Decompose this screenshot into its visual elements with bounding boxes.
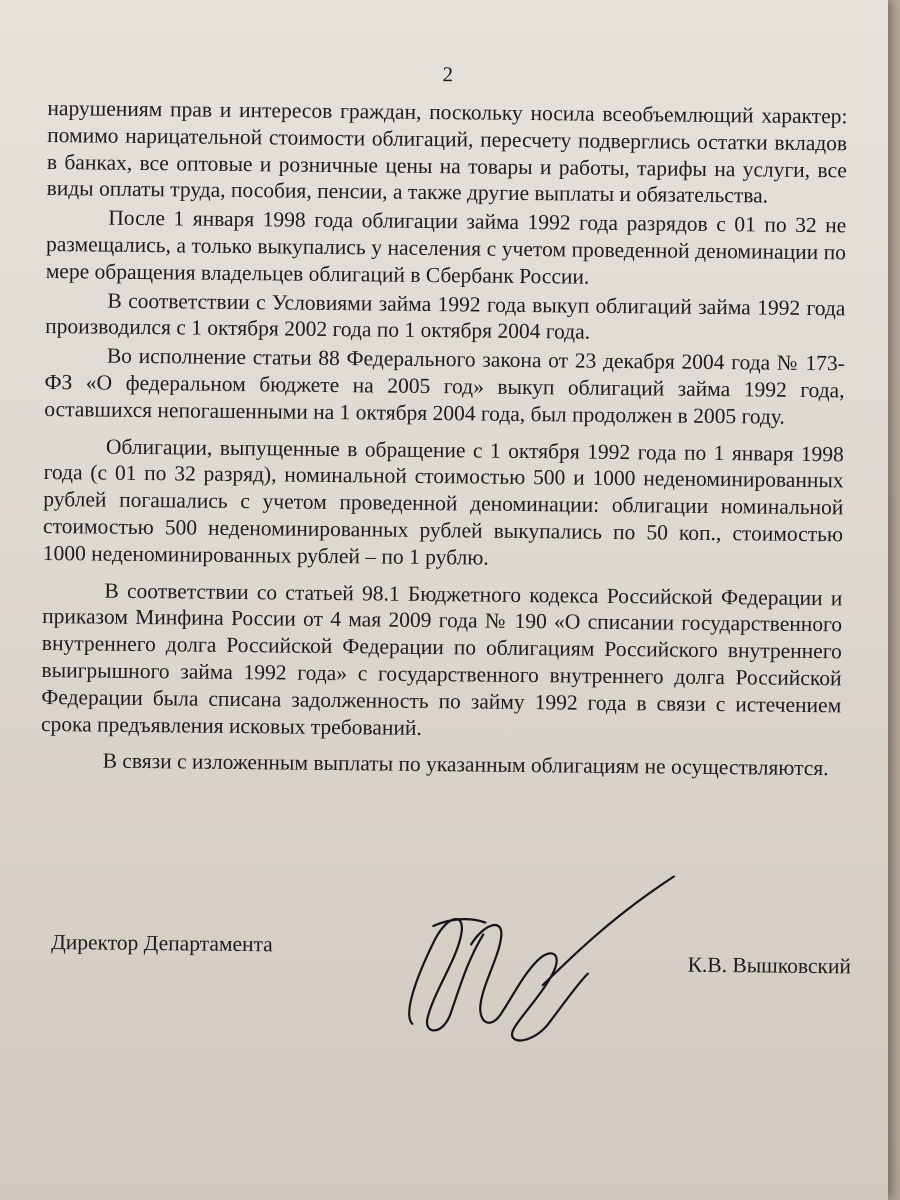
signatory-title: Директор Департамента	[51, 929, 273, 957]
paragraph-after-1998: После 1 января 1998 года облигации займа 1992 года разрядов с 01 по 32 не размещались, а только выкупались у населения с учетом проведенной деноминации по мере обращения владельцев облигаций в Сбербанк России.	[45, 205, 847, 289]
signatory-name: К.В. Вышковский	[687, 952, 852, 979]
paragraph-budget-code: В соответствии со статьей 98.1 Бюджетного кодекса Российской Федерации и приказом Минфина России от 4 мая 2009 года № 190 «О списании государственного внутреннего долга Российской Федерации по облигациям Российского внутреннего выигрышного займа 1992 года» с государственного внутреннего долга Российской Федерации была списана задолженность по займу 1992 года в связи с истечением срока предъявления исковых требований.	[40, 578, 843, 740]
paragraph-loan-conditions: В соответствии с Условиями займа 1992 года выкуп облигаций займа 1992 года производился с 1 октября 2002 года по 1 октября 2004 года.	[45, 288, 846, 345]
signature-block	[50, 860, 852, 1068]
paragraph-conclusion: В связи с изложенным выплаты по указанным облигациям не осуществляются.	[102, 748, 829, 781]
handwritten-signature	[372, 863, 694, 1066]
paragraph-federal-law: Во исполнение статьи 88 Федерального закона от 23 декабря 2004 года № 173-ФЗ «О федеральном бюджете на 2005 год» выкуп облигаций займа 1992 года, оставшихся непогашенными на 1 октября 2004 года, был продолжен в 2005 году.	[44, 343, 845, 429]
page-number: 2	[442, 62, 454, 87]
paragraph-continuation: нарушениям прав и интересов граждан, поскольку носила всеобъемлющий характер: помимо нарицательной стоимости облигаций, пересчету подверглись остатки вкладов в банках, все оптовые и розничные цены на товары и работы, тарифы на услуги, все виды оплаты труда, пособия, пенсии, а также другие выплаты и обязательства.	[46, 95, 848, 208]
paragraph-bond-redemption: Облигации, выпущенные в обращение с 1 октября 1992 года по 1 января 1998 года (с 01 по 32 разряд), номинальной стоимостью 500 и 1000 неденоминированных рублей погашались с учетом проведенной деноминации: облигации номинальной стоимостью 500 неденоминированных рублей выкупались по 50 коп., стоимостью 1000 неденоминированных рублей – по 1 рублю.	[42, 434, 845, 570]
document-body	[41, 58, 848, 782]
